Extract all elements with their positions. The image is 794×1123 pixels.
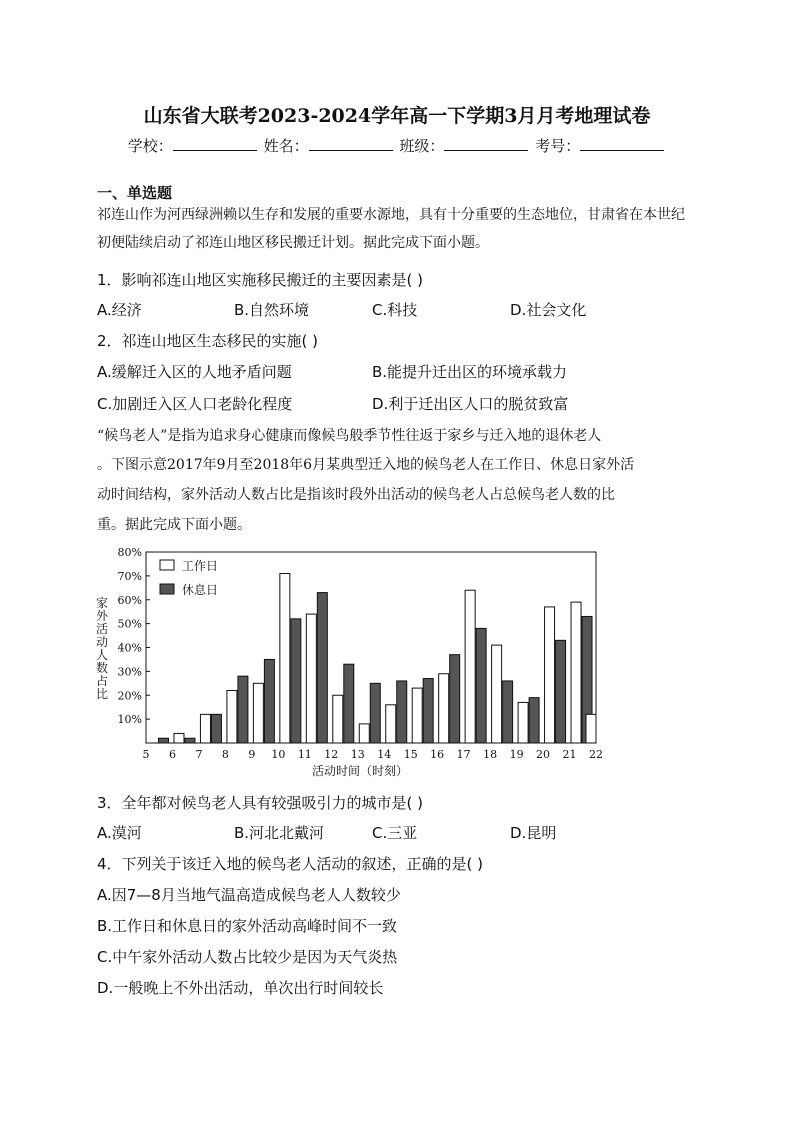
bar-restday bbox=[423, 679, 433, 743]
q1-option-a[interactable]: A.经济 bbox=[97, 301, 142, 319]
q3-option-b[interactable]: B.河北北戴河 bbox=[234, 824, 325, 842]
y-tick-label: 80% bbox=[117, 546, 142, 559]
q2-option-d[interactable]: D.利于迁出区人口的脱贫致富 bbox=[372, 395, 569, 413]
x-tick-label: 17 bbox=[456, 748, 471, 761]
x-tick-label: 16 bbox=[430, 748, 445, 761]
legend-swatch-workday bbox=[160, 560, 174, 570]
bar-workday bbox=[412, 688, 422, 743]
class-blank[interactable] bbox=[444, 136, 528, 151]
bar-restday bbox=[370, 683, 380, 743]
bar-restday bbox=[397, 681, 407, 743]
y-axis-label-char: 动 bbox=[95, 635, 109, 649]
y-axis-label-char: 外 bbox=[95, 609, 109, 623]
name-blank[interactable] bbox=[309, 136, 393, 151]
x-tick-label: 13 bbox=[350, 748, 365, 761]
bar-workday bbox=[571, 602, 581, 743]
passage-2-line-1: “候鸟老人”是指为追求身心健康而像候鸟般季节性往返于家乡与迁入地的退休老人 bbox=[97, 428, 602, 444]
bar-restday bbox=[185, 738, 195, 743]
x-tick-label: 21 bbox=[562, 748, 577, 761]
passage-2-line-2: 。下图示意2017年9月至2018年6月某典型迁入地的候鸟老人在工作日、休息日家外活 bbox=[97, 457, 635, 473]
x-tick-label: 8 bbox=[221, 748, 229, 761]
y-tick-label: 30% bbox=[117, 665, 142, 679]
bar-restday bbox=[476, 628, 486, 743]
y-tick-label: 20% bbox=[117, 689, 142, 703]
bar-workday bbox=[227, 690, 237, 743]
bar-workday bbox=[545, 607, 555, 743]
bar-restday bbox=[450, 655, 460, 743]
legend-label-restday: 休息日 bbox=[182, 583, 219, 597]
question-2-stem: 2．祁连山地区生态移民的实施( ) bbox=[97, 332, 319, 350]
y-tick-label: 60% bbox=[117, 593, 142, 607]
q1-option-c[interactable]: C.科技 bbox=[372, 301, 418, 319]
page-title: 山东省大联考2023-2024学年高一下学期3月月考地理试卷 bbox=[143, 105, 651, 127]
x-tick-label: 18 bbox=[483, 748, 498, 761]
bar-workday bbox=[280, 573, 290, 743]
x-tick-label: 22 bbox=[589, 748, 603, 761]
bar-restday bbox=[238, 676, 248, 743]
bar-workday bbox=[439, 674, 449, 743]
y-axis-label-char: 占 bbox=[95, 674, 109, 688]
x-tick-label: 11 bbox=[297, 748, 312, 761]
q2-option-b[interactable]: B.能提升迁出区的环境承载力 bbox=[372, 363, 568, 381]
question-3-stem: 3．全年都对候鸟老人具有较强吸引力的城市是( ) bbox=[97, 794, 424, 812]
bar-restday bbox=[529, 698, 539, 743]
class-label: 班级： bbox=[399, 137, 445, 155]
q1-option-d[interactable]: D.社会文化 bbox=[510, 301, 587, 319]
q2-option-c[interactable]: C.加剧迁入区人口老龄化程度 bbox=[97, 395, 293, 413]
bar-workday bbox=[492, 645, 502, 743]
bar-workday bbox=[333, 695, 343, 743]
bar-workday bbox=[174, 733, 184, 743]
bar-workday bbox=[386, 705, 396, 743]
student-info-line bbox=[0, 135, 794, 156]
q4-option-b[interactable]: B.工作日和休息日的家外活动高峰时间不一致 bbox=[97, 917, 398, 935]
y-tick-label: 50% bbox=[117, 617, 142, 631]
q3-option-c[interactable]: C.三亚 bbox=[372, 824, 418, 842]
y-tick-label: 70% bbox=[117, 569, 142, 583]
question-1-stem: 1．影响祁连山地区实施移民搬迁的主要因素是( ) bbox=[97, 271, 424, 289]
passage-2-line-4: 重。据此完成下面小题。 bbox=[97, 517, 251, 533]
question-4-stem: 4．下列关于该迁入地的候鸟老人活动的叙述，正确的是( ) bbox=[97, 855, 484, 873]
q4-option-c[interactable]: C.中午家外活动人数占比较少是因为天气炎热 bbox=[97, 948, 398, 966]
x-tick-label: 14 bbox=[377, 748, 392, 761]
y-tick-label: 40% bbox=[117, 641, 142, 655]
y-tick-label: 10% bbox=[117, 713, 142, 727]
name-label: 姓名： bbox=[263, 137, 309, 155]
bar-restday bbox=[159, 738, 169, 743]
bar-workday bbox=[586, 714, 596, 743]
x-axis-label: 活动时间（时刻） bbox=[311, 764, 409, 778]
bar-workday bbox=[306, 614, 316, 743]
bar-restday bbox=[211, 714, 221, 743]
y-axis-label-char: 家 bbox=[95, 596, 109, 610]
bar-restday bbox=[344, 664, 354, 743]
bar-workday bbox=[253, 683, 263, 743]
q3-option-d[interactable]: D.昆明 bbox=[510, 824, 557, 842]
y-axis-label-char: 比 bbox=[95, 687, 109, 701]
q3-option-a[interactable]: A.漠河 bbox=[97, 824, 142, 842]
section-heading: 一、单选题 bbox=[97, 184, 173, 202]
bar-workday bbox=[518, 702, 528, 743]
school-label: 学校： bbox=[127, 137, 173, 155]
x-tick-label: 10 bbox=[271, 748, 286, 761]
x-tick-label: 5 bbox=[142, 748, 150, 761]
y-axis-label-char: 数 bbox=[95, 661, 109, 675]
q1-option-b[interactable]: B.自然环境 bbox=[234, 301, 310, 319]
q4-option-d[interactable]: D.一般晚上不外出活动，单次出行时间较长 bbox=[97, 979, 384, 997]
bar-restday bbox=[503, 681, 513, 743]
x-tick-label: 15 bbox=[403, 748, 418, 761]
q2-option-a[interactable]: A.缓解迁入区的人地矛盾问题 bbox=[97, 363, 292, 381]
q4-option-a[interactable]: A.因7—8月当地气温高造成候鸟老人人数较少 bbox=[97, 886, 401, 904]
bar-restday bbox=[317, 593, 327, 743]
x-tick-label: 19 bbox=[509, 748, 524, 761]
bar-workday bbox=[200, 714, 210, 743]
x-tick-label: 12 bbox=[324, 748, 339, 761]
y-axis-label-char: 人 bbox=[95, 648, 109, 662]
bar-restday bbox=[264, 659, 274, 743]
x-tick-label: 20 bbox=[536, 748, 551, 761]
bar-restday bbox=[556, 640, 566, 743]
number-label: 考号： bbox=[535, 137, 581, 155]
x-tick-label: 6 bbox=[168, 748, 176, 761]
passage-1: 祁连山作为河西绿洲赖以生存和发展的重要水源地，具有十分重要的生态地位，甘肃省在本世纪初便陆续启动了祁连山地区移民搬迁计划。据此完成下面小题。 bbox=[97, 207, 685, 251]
x-tick-label: 9 bbox=[248, 748, 256, 761]
passage-2-line-3: 动时间结构，家外活动人数占比是指该时段外出活动的候鸟老人占总候鸟老人数的比 bbox=[97, 487, 615, 503]
activity-bar-chart bbox=[90, 542, 610, 782]
bar-restday bbox=[291, 619, 301, 743]
x-tick-label: 7 bbox=[195, 748, 203, 761]
school-blank[interactable] bbox=[173, 136, 257, 151]
bar-workday bbox=[359, 724, 369, 743]
y-axis-label-char: 活 bbox=[95, 622, 109, 636]
legend-label-workday: 工作日 bbox=[182, 559, 219, 573]
legend-swatch-restday bbox=[160, 584, 174, 594]
number-blank[interactable] bbox=[580, 136, 664, 151]
bar-workday bbox=[465, 590, 475, 743]
